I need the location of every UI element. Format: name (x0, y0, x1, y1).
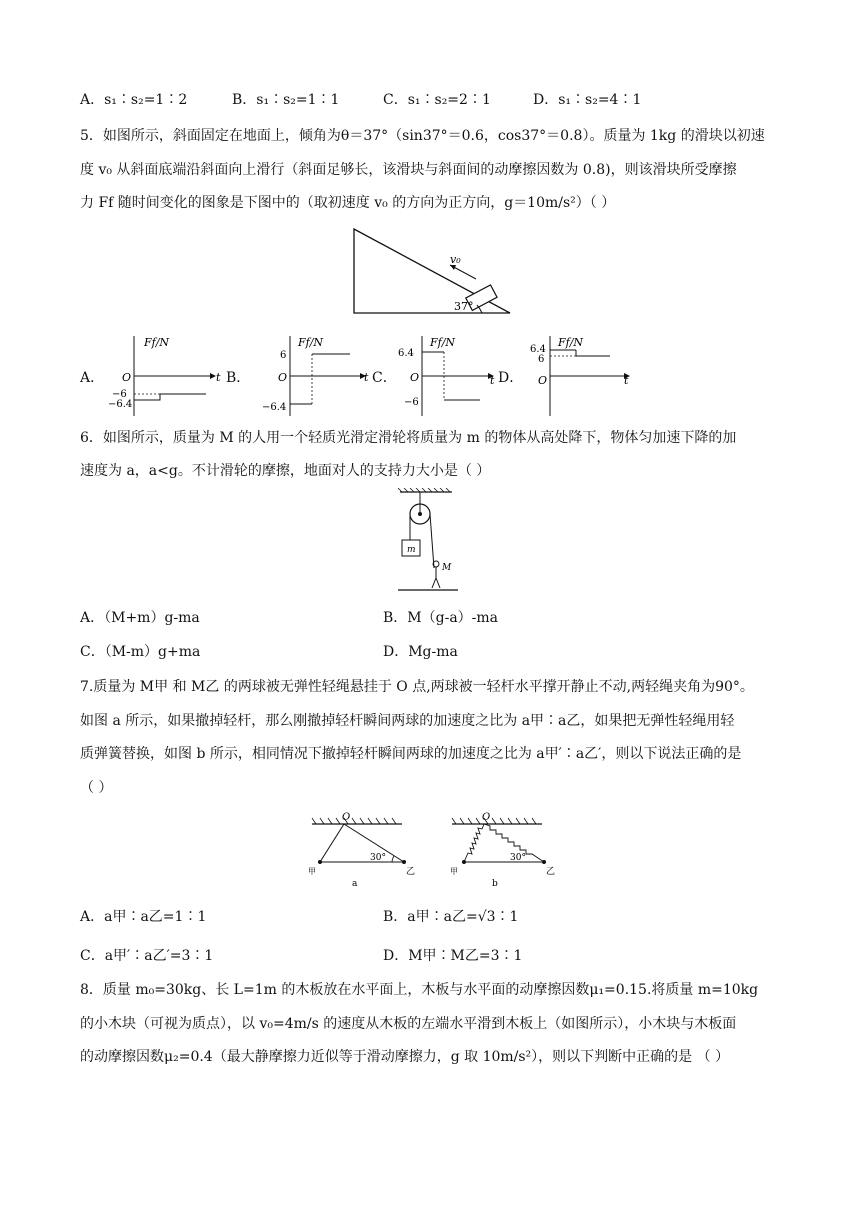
q5-text-line-2: 度 v₀ 从斜面底端沿斜面向上滑行（斜面足够长，该滑块与斜面间的动摩擦因数为 0.8)，则该滑块所受摩擦 (80, 162, 737, 178)
graph-b (260, 332, 380, 418)
q6-option-d: D．Mg-ma (383, 644, 458, 660)
graph-a-t: t (216, 371, 221, 384)
fig-b-jia: 甲 (450, 867, 458, 876)
q7-option-a: A．a甲∶a乙=1∶1 (80, 909, 207, 925)
graph-d (526, 332, 638, 418)
q4-option-c: C．s₁∶s₂=2∶1 (383, 92, 491, 108)
graph-a-label: A． (80, 370, 105, 386)
graph-c-tick-2: −6 (404, 397, 419, 408)
q6-text-line-2: 速度为 a，a<g。不计滑轮的摩擦，地面对人的支持力大小是（ ） (80, 463, 491, 479)
fig-a-jia: 甲 (308, 867, 316, 876)
graph-d-ylabel: Ff/N (558, 336, 584, 349)
graph-a-tick-2: −6.4 (108, 399, 133, 410)
graph-c-origin: O (410, 371, 420, 384)
q5-text-line-1: 5．如图所示，斜面固定在地面上，倾角为θ＝37°（sin37°＝0.6，cos37°＝0.8）。质量为 1kg 的滑块以初速 (80, 128, 765, 144)
graph-c-ylabel: Ff/N (430, 336, 456, 349)
q7-text-line-1: 7.质量为 M甲 和 M乙 的两球被无弹性轻绳悬挂于 O 点,两球被一轻杆水平撑开静止不动,两轻绳夹角为90°。 (80, 679, 754, 695)
q8-text-line-1: 8．质量 m₀=30kg、长 L=1m 的木板放在水平面上，木板与水平面的动摩擦因数μ₁=0.15.将质量 m=10kg (80, 982, 759, 998)
q6-text-line-1: 6．如图所示，质量为 M 的人用一个轻质光滑定滑轮将质量为 m 的物体从高处降下，物体匀加速下降的加 (80, 430, 737, 446)
fig-a-angle: 30° (370, 853, 386, 863)
q7-text-line-4: （ ） (80, 780, 113, 796)
q7-option-c: C．a甲′∶a乙′=3∶1 (80, 948, 214, 964)
graph-a-ylabel: Ff/N (144, 336, 170, 349)
q7-option-d: D．M甲∶M乙=3∶1 (383, 948, 523, 964)
q4-option-b: B．s₁∶s₂=1∶1 (232, 92, 340, 108)
person-M-label: M (442, 563, 452, 573)
q6-option-b: B．M（g-a）-ma (383, 610, 499, 626)
q6-option-c: C．（M-m）g+ma (80, 644, 201, 660)
graph-b-t: t (364, 371, 369, 384)
ball-figures (308, 812, 568, 892)
graph-d-origin: O (538, 374, 548, 387)
fig-b-angle: 30° (510, 853, 526, 863)
q7-option-b: B．a甲∶a乙=√3∶1 (383, 909, 519, 925)
graph-a (108, 332, 228, 418)
q5-text-line-3: 力 Ff 随时间变化的图象是下图中的（取初速度 v₀ 的方向为正方向，g＝10m/s²）（ ） (80, 195, 616, 211)
q7-text-line-2: 如图 a 所示，如果撤掉轻杆，那么刚撤掉轻杆瞬间两球的加速度之比为 a甲∶a乙，如果把无弹性轻绳用轻 (80, 713, 735, 729)
q4-option-a: A．s₁∶s₂=1∶2 (80, 92, 188, 108)
graph-b-ylabel: Ff/N (298, 336, 324, 349)
graph-b-origin: O (278, 371, 288, 384)
q8-text-line-2: 的小木块（可视为质点），以 v₀=4m/s 的速度从木板的左端水平滑到木板上（如图所示），小木块与木板面 (80, 1016, 737, 1032)
fig-b-yi: 乙 (546, 867, 556, 877)
graph-a-origin: O (122, 371, 132, 384)
graph-d-tick-1: 6.4 (530, 344, 546, 355)
incline-figure (350, 225, 520, 317)
pulley-figure (396, 488, 460, 598)
angle-label: 37° (454, 300, 474, 313)
q7-text-line-3: 质弹簧替换，如图 b 所示，相同情况下撤掉轻杆瞬间两球的加速度之比为 a甲′∶a乙′，则以下说法正确的是 (80, 746, 742, 762)
graph-b-tick-2: −6.4 (262, 402, 287, 413)
q8-text-line-3: 的动摩擦因数μ₂=0.4（最大静摩擦力近似等于滑动摩擦力，g 取 10m/s²），则以下判断中正确的是 （ ） (80, 1049, 730, 1065)
graph-b-tick-1: 6 (280, 350, 287, 361)
fig-a-O-label: O (342, 812, 351, 823)
graph-d-tick-2: 6 (538, 354, 545, 365)
graph-c (396, 332, 506, 418)
fig-a-yi: 乙 (406, 867, 416, 877)
graph-c-t: t (490, 374, 495, 387)
q4-option-d: D．s₁∶s₂=4∶1 (533, 92, 642, 108)
q6-option-a: A．（M+m）g-ma (80, 610, 200, 626)
fig-b-caption: b (492, 879, 498, 889)
graph-d-label: D． (498, 370, 524, 386)
graph-a-tick-1: −6 (112, 389, 127, 400)
mass-m-label: m (407, 545, 416, 555)
graph-c-label: C． (372, 370, 397, 386)
graph-c-tick-1: 6.4 (398, 348, 414, 359)
v0-label: v₀ (450, 253, 461, 266)
graph-b-label: B． (226, 370, 251, 386)
fig-a-caption: a (352, 879, 358, 889)
fig-b-O-label: O (482, 812, 491, 823)
graph-d-t: t (624, 374, 629, 387)
